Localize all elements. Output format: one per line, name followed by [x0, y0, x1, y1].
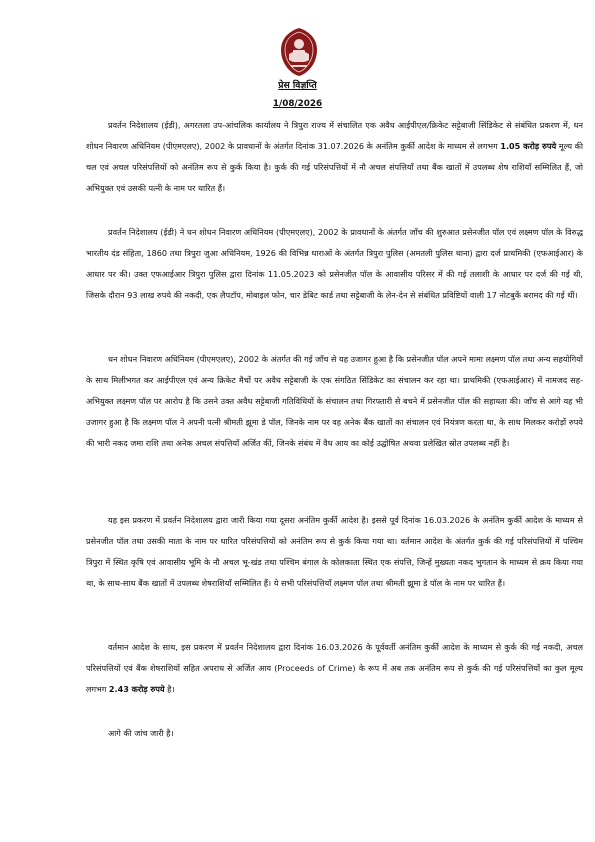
attached-amount: 1.05 करोड़ रुपये — [500, 141, 557, 151]
paragraph-4: यह इस प्रकरण में प्रवर्तन निदेशालय द्वारा जारी किया गया दूसरा अनंतिम कुर्की आदेश है। इससे पूर्व दिनांक 16.03.2026 के अनंतिम कुर्की आदेश के माध्यम से प्रसेनजीत पॉल तथा उसकी माता के नाम पर धारित परिसंपत्तियों को अनंतिम रूप से कुर्क किया गया था। वर्तमान आदेश के अंतर्गत कुर्क की गई परिसंपत्तियों में पश्चिम त्रिपुरा में स्थित कृषि एवं आवासीय भूमि के नौ अचल भू-खंड तथा पश्चिम बंगाल के कोलकाता स्थित एक संपत्ति, जिन्हें मुख्यतः नकद भुगतान के माध्यम से क्रय किया गया था, के साथ-साथ बैंक खातों में उपलब्ध शेषराशियाँ सम्मिलित हैं। ये सभी परिसंपत्तियाँ लक्ष्मण पॉल तथा श्रीमती झूमा डे पॉल के नाम पर धारित हैं। — [86, 515, 583, 588]
total-attached-amount: 2.43 करोड़ रुपये — [108, 684, 165, 694]
ed-emblem-icon — [277, 26, 321, 78]
paragraph-5: वर्तमान आदेश के साथ, इस प्रकरण में प्रवर्तन निदेशालय द्वारा दिनांक 16.03.2026 के पूर्ववर्ती अनंतिम कुर्की आदेश के माध्यम से कुर्क की गई नकदी, अचल परिसंपत्तियों एवं बैंक शेषराशियों सहित अपराध से अर्जित आय (Proceeds of Crime) के रूप में अब तक अनंतिम रूप से कुर्क की गई परिसंपत्तियों का कुल मूल्य लगभग 2.43 करोड़ रुपये है। — [86, 642, 583, 694]
press-release-title: प्रेस विज्ञप्ति — [278, 80, 317, 91]
paragraph-1: प्रवर्तन निदेशालय (ईडी), अगरतला उप-आंचलिक कार्यालय ने त्रिपुरा राज्य में संचालित एक अवैध आईपीएल/क्रिकेट सट्टेबाजी सिंडिकेट से संबंधित प्रकरण में, धन शोधन निवारण अधिनियम (पीएमएलए), 2002 के प्रावधानों के अंतर्गत दिनांक 31.07.2026 के अनंतिम कुर्की आदेश के माध्यम से लगभग 1.05 करोड़ रुपये मूल्य की चल एवं अचल परिसंपत्तियों को अनंतिम रूप से कुर्क किया है। कुर्क की गई परिसंपत्तियों में नौ अचल संपत्तियाँ तथा बैंक खातों में उपलब्ध शेष राशियाँ सम्मिलित हैं, जो अभियुक्त एवं उसकी पत्नी के नाम पर धारित हैं। — [86, 120, 583, 193]
paragraph-3: धन शोधन निवारण अधिनियम (पीएमएलए), 2002 के अंतर्गत की गई जाँच से यह उजागर हुआ है कि प्रसेनजीत पॉल अपने मामा लक्ष्मण पॉल तथा अन्य सहयोगियों के साथ मिलीभगत कर आईपीएल एवं अन्य क्रिकेट मैचों पर अवैध सट्टेबाजी के एक संगठित सिंडिकेट का संचालन कर रहा था। प्राथमिकी (एफआईआर) में नामजद सह-अभियुक्त लक्ष्मण पॉल पर आरोप है कि उसने उक्त अवैध सट्टेबाजी गतिविधियों के संचालन तथा गिरफ्तारी से बचने में प्रसेनजीत पॉल की सहायता की। जाँच से आगे यह भी उजागर हुआ है कि लक्ष्मण पॉल ने अपनी पत्नी श्रीमती झूमा डे पॉल, जिनके नाम पर वह अनेक बैंक खातों का संचालन एवं नियंत्रण करता था, के साथ मिलकर करोड़ों रुपये की भारी नकद जमा राशि तथा अनेक अचल संपत्तियाँ अर्जित कीं, जिनके संबंध में वैध आय का कोई उद्घोषित अथवा प्रलेखित स्रोत उपलब्ध नहीं है। — [86, 354, 583, 448]
paragraph-2: प्रवर्तन निदेशालय (ईडी) ने धन शोधन निवारण अधिनियम (पीएमएलए), 2002 के प्रावधानों के अंतर्गत जाँच की शुरुआत प्रसेनजीत पॉल एवं लक्ष्मण पॉल के विरुद्ध भारतीय दंड संहिता, 1860 तथा त्रिपुरा जुआ अधिनियम, 1926 की विभिन्न धाराओं के अंतर्गत त्रिपुरा पुलिस (अमतली पुलिस थाना) द्वारा दर्ज प्राथमिकी (एफआईआर) के आधार पर की। उक्त एफआईआर त्रिपुरा पुलिस द्वारा दिनांक 11.05.2023 को प्रसेनजीत पॉल के आवासीय परिसर में की गई तलाशी के आधार पर दर्ज की गई थी, जिसके दौरान 93 लाख रुपये की नकदी, एक लैपटॉप, मोबाइल फोन, चार डेबिट कार्ड तथा सट्टेबाजी के लेन-देन से संबंधित प्रविष्टियों वाली 17 नोटबुकें बरामद की गई थीं। — [86, 227, 584, 300]
paragraph-6: आगे की जांच जारी है। — [108, 728, 174, 738]
release-date: 1/08/2026 — [272, 99, 323, 109]
